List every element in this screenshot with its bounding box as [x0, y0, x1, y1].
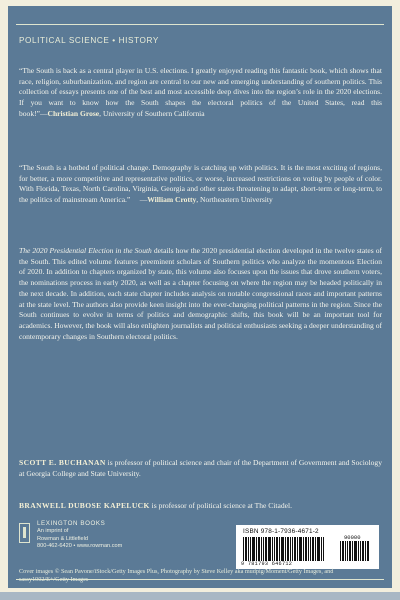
price-code: 90000 [344, 534, 361, 541]
barcode [236, 525, 379, 569]
author-bio-text: is professor of political science and chair of the Department of Government and Sociology at Georgia College and State University. [19, 458, 382, 478]
quote-text: “The South is back as a central player in U.S. elections. I greatly enjoyed reading this fantastic book, which shows that race, religion, suburbanization, and region are central to our new and emerging understanding of southern politics. This collection of essays presents one of the best and most accessible deep dives into the region’s role in the 2020 elections. If you want to know how the South shapes the electoral politics of the United States, read this book!” [19, 66, 382, 118]
quote-affiliation: , Northeastern University [196, 195, 273, 205]
publisher-name: LEXINGTON BOOKS [37, 520, 106, 527]
blurb-quote-1 [19, 66, 382, 120]
quote-attribution: —William Crotty, Northeastern University [139, 195, 273, 205]
author-name: SCOTT E. BUCHANAN [19, 458, 106, 467]
publisher-parent: Rowman & Littlefield [37, 535, 88, 542]
author-bio-2 [19, 501, 382, 512]
back-cover [8, 6, 392, 588]
book-title: The 2020 Presidential Election in the South [19, 246, 152, 255]
blurb-quote-2 [19, 163, 382, 206]
description-text: details how the 2020 presidential election developed in the twelve states of the South. This edited volume features preeminent scholars of Southern politics who analyze the momentous Election of 2020. In addition to chapters organized by state, this volume also focuses upon the issues that drove southern voters, the nominations process in early 2020, as well as a chapter focusing on where the region may be headed politically in the next decade. In addition, each state chapter includes analysis on notable congressional races and important patterns at the state level. The authors also provide keen insight into the ever-changing political patterns in the region. Since the South continues to evolve in terms of politics and demographic shifts, this book will be an important tool for academics. However, the book will also enlighten journalists and political enthusiasts seeking a deeper understanding of contemporary changes in Southern electoral politics. [19, 246, 382, 341]
quote-text: “The South is a hotbed of political change. Demography is catching up with politics. It is the most exciting of regions, for better, a more competitive and representative politics, or worse, increased restrictions on voting by people of color. With Florida, Texas, North Carolina, Virginia, Georgia and other states threatening to adapt, short-term or long-term, to the politics of mainstream America.” [19, 163, 382, 205]
barcode-digits: 9 781793 646712 [241, 561, 293, 567]
quote-author: William Crotty [147, 195, 197, 205]
quote-attribution: —Christian Grose, University of Southern California [39, 108, 205, 118]
publisher-imprint: An imprint of [37, 528, 69, 535]
publisher-contact: 800-462-6420 • www.rowman.com [37, 543, 123, 550]
author-bio-1 [19, 458, 382, 479]
publisher-block [19, 518, 159, 558]
author-bio-text: is professor of political science at The Citadel. [149, 501, 292, 510]
book-description [19, 246, 382, 342]
category-label: POLITICAL SCIENCE • HISTORY [19, 36, 159, 45]
quote-author: Christian Grose [47, 108, 100, 118]
publisher-text [37, 520, 122, 551]
addon-barcode-bars-icon [340, 541, 374, 561]
bottom-band [0, 592, 400, 600]
publisher-logo-icon [19, 523, 30, 543]
bottom-rule [16, 579, 384, 580]
barcode-bars-icon [243, 537, 335, 561]
author-name: BRANWELL DUBOSE KAPELUCK [19, 501, 150, 510]
top-rule [16, 24, 384, 25]
isbn-label: ISBN 978-1-7936-4671-2 [243, 528, 319, 535]
cover-credits: Cover images © Sean Pavone/iStock/Getty Images Plus, Photography by Steve Kelley aka mudpig/Moment/Getty Images, and [19, 568, 334, 575]
quote-affiliation: , University of Southern California [99, 108, 205, 118]
